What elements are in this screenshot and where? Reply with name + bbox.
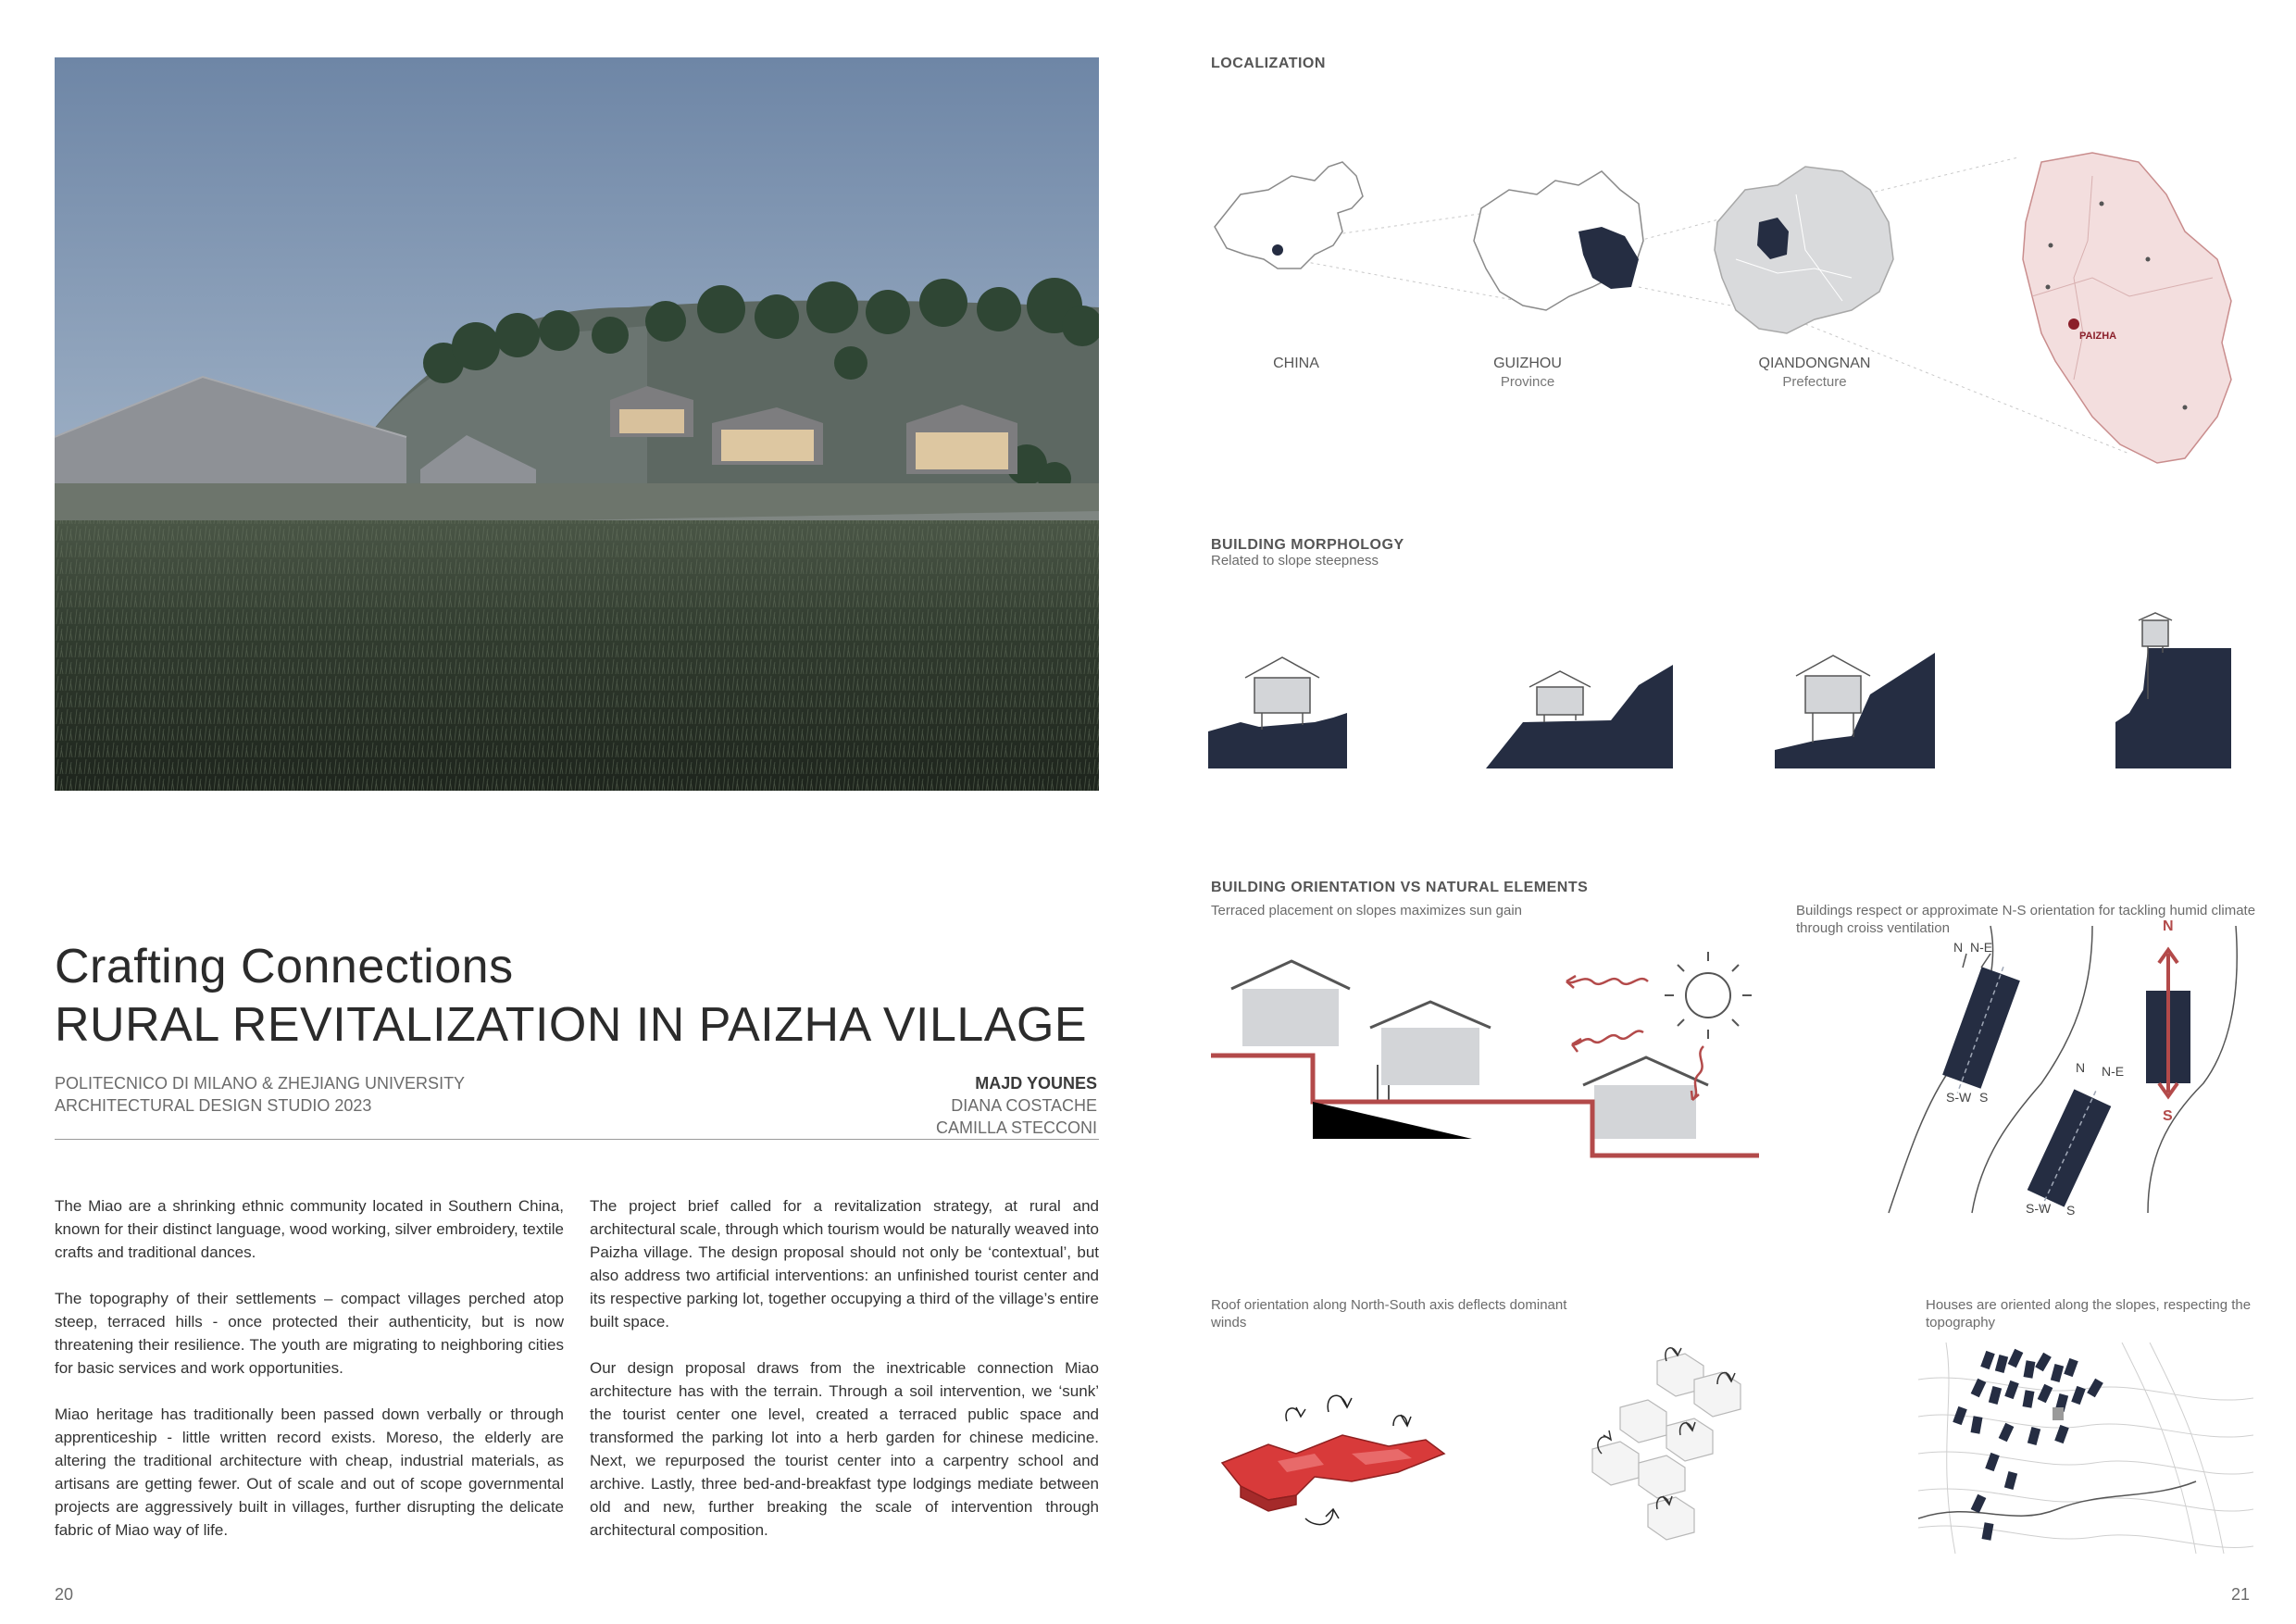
text-column-1 xyxy=(55,1194,564,1565)
red-roof-model xyxy=(1213,1380,1454,1537)
morphology-heading: BUILDING MORPHOLOGY xyxy=(1211,537,1404,553)
morphology-diagrams xyxy=(1204,611,2277,778)
page-number-left: 20 xyxy=(55,1585,74,1604)
localization-heading: LOCALIZATION xyxy=(1211,56,1326,71)
map-label-guizhou: GUIZHOU xyxy=(1493,356,1562,371)
compass-south: S xyxy=(2163,1108,2173,1124)
label-sw-2: S-W xyxy=(2026,1201,2052,1216)
houses-caption: Houses are oriented along the slopes, respecting the topography xyxy=(1926,1297,2252,1330)
village-plan-map xyxy=(1918,1343,2253,1554)
label-sw: S-W xyxy=(1946,1090,1972,1105)
paragraph: Miao heritage has traditionally been passed down verbally or through apprenticeship - little written record exists. Moreso, the elderly are altering the traditional architecture with cheap, industrial materials, as artisans are getting fewer. Out of scale and out of scope governmental projects are aggressively built in villages, further disrupting the delicate fabric of Miao way of life. xyxy=(55,1405,564,1539)
morphology-subheading: Related to slope steepness xyxy=(1211,553,1379,568)
institution-line: POLITECNICO DI MILANO & ZHEJIANG UNIVERSITY xyxy=(55,1074,466,1093)
paizha-detail-map xyxy=(2023,153,2231,463)
map-sublabel-guizhou: Province xyxy=(1500,374,1555,390)
institution-block xyxy=(55,1072,465,1117)
label-s-2: S xyxy=(2066,1203,2076,1218)
page-subtitle: Crafting Connections xyxy=(55,940,514,993)
china-map xyxy=(1215,162,1363,269)
label-n-2: N xyxy=(2076,1060,2086,1075)
map-sublabel-qiandongnan: Prefecture xyxy=(1782,374,1847,390)
label-n: N xyxy=(1953,940,1964,955)
roof-caption: Roof orientation along North-South axis deflects dominant winds xyxy=(1211,1297,1567,1330)
orientation-caption-left: Terraced placement on slopes maximizes sun gain xyxy=(1211,903,1522,918)
qiandongnan-map xyxy=(1715,167,1893,333)
sun-icon xyxy=(1665,952,1752,1039)
divider-line xyxy=(55,1139,1099,1140)
orientation-heading: BUILDING ORIENTATION VS NATURAL ELEMENTS xyxy=(1211,880,1589,895)
author-name: MAJD YOUNES xyxy=(975,1074,1097,1093)
orientation-caption-right: Buildings respect or approximate N-S orientation for tackling humid climate through croiss ventilation xyxy=(1796,903,2256,936)
label-s: S xyxy=(1979,1090,1989,1105)
terrace-sun-diagram xyxy=(1204,944,1778,1185)
author-name: CAMILLA STECCONI xyxy=(935,1118,1097,1137)
text-column-2 xyxy=(590,1194,1099,1565)
compass-north: N xyxy=(2163,918,2174,934)
map-label-china: CHINA xyxy=(1273,356,1319,371)
paragraph: The Miao are a shrinking ethnic community located in Southern China, known for their distinct language, wood working, silver embroidery, textile crafts and traditional dances. xyxy=(55,1197,564,1261)
label-ne-2: N-E xyxy=(2102,1064,2125,1079)
paragraph: Our design proposal draws from the inextricable connection Miao architecture has with the terrain. Through a soil intervention, we ‘sunk’ the tourist center one level, created a terraced public space and transformed the parking lot into a herb garden for chinese medicine. Next, we repurposed the tourist center into a carpentry school and archive. Lastly, three bed-and-breakfast type lodgings mediate between old and new, further breaking the scale of intervention through architectural composition. xyxy=(590,1359,1099,1539)
hero-render-image xyxy=(55,57,1099,791)
localization-maps xyxy=(1204,139,2277,481)
page-title: RURAL REVITALIZATION IN PAIZHA VILLAGE xyxy=(55,998,1088,1052)
map-label-qiandongnan: QIANDONGNAN xyxy=(1758,356,1871,371)
author-name: DIANA COSTACHE xyxy=(951,1096,1097,1115)
institution-line: ARCHITECTURAL DESIGN STUDIO 2023 xyxy=(55,1096,372,1115)
page-number-right: 21 xyxy=(2231,1585,2251,1604)
label-ne: N-E xyxy=(1970,940,1993,955)
authors-block xyxy=(634,1072,1097,1139)
guizhou-map xyxy=(1474,171,1643,310)
paragraph: The project brief called for a revitalization strategy, at rural and architectural scale, through which tourism would be naturally weaved into Paizha village. The design proposal should not only be ‘contextual’, but also address two artificial interventions: an unfinished tourist center and its respective parking lot, together occupying a third of the village’s entire built space. xyxy=(590,1197,1099,1330)
paizha-label: PAIZHA xyxy=(2079,331,2117,342)
wind-arrow-icon xyxy=(1566,976,1703,1100)
white-massing-model xyxy=(1565,1343,1768,1555)
ns-orientation-diagram xyxy=(1870,917,2277,1222)
paragraph: The topography of their settlements – compact villages perched atop steep, terraced hills - once protected their authenticity, but is now threatening their resilience. The youth are migrating to neighboring cities for basic services and work opportunities. xyxy=(55,1290,564,1377)
